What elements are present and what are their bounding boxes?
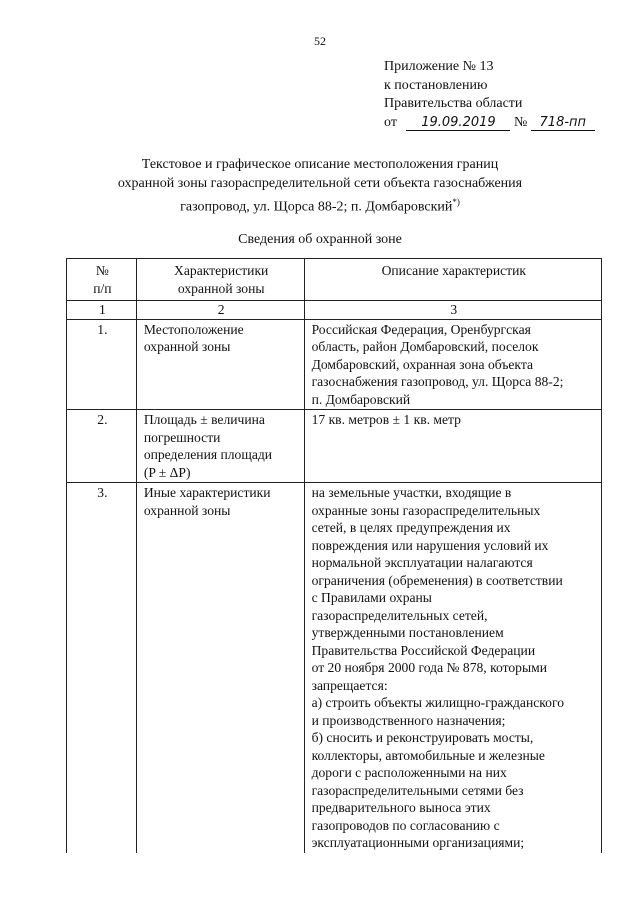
row-number: 3. — [67, 483, 137, 853]
appendix-line-2: к постановлению — [384, 77, 488, 93]
header-characteristic — [136, 259, 304, 301]
handwritten-date: 19.09.2019 — [406, 116, 510, 131]
header-number-line-2: п/п — [93, 280, 112, 296]
text-line: охранной зоны — [143, 502, 231, 518]
table-header-row — [67, 259, 602, 301]
text-line: на земельные участки, входящие в — [311, 485, 512, 500]
row-characteristic — [136, 319, 304, 410]
text-line: запрещается: — [311, 677, 388, 693]
text-line: Домбаровский, охранная зона объекта — [311, 356, 533, 372]
zone-info-table — [66, 258, 602, 853]
text-line: газопроводов по согласованию с — [311, 817, 500, 833]
text-line: Площадь ± величина — [143, 412, 265, 427]
row-description — [304, 483, 601, 853]
appendix-line-1: Приложение № 13 — [384, 59, 494, 74]
text-line: Российская Федерация, Оренбургская — [311, 321, 531, 337]
number-sign: № — [513, 114, 528, 130]
handwritten-number: 718-пп — [531, 116, 595, 131]
header-number — [67, 259, 137, 301]
text-line: с Правилами охраны — [311, 590, 432, 605]
page-number: 52 — [314, 34, 326, 48]
text-line: газоснабжения газопровод, ул. Щорса 88-2; — [311, 374, 564, 389]
text-line: определения площади — [143, 447, 273, 462]
row-description — [304, 319, 601, 410]
title-line-2: охранной зоны газораспределительной сети объекта газоснабжения — [117, 175, 523, 191]
text-line: сетей, в целях предупреждения их — [311, 520, 511, 535]
column-number-1: 1 — [67, 301, 137, 320]
row-characteristic — [136, 410, 304, 483]
text-line: Правительства Российской Федерации — [311, 642, 536, 658]
section-title: Сведения об охранной зоне — [238, 232, 402, 247]
text-line: 17 кв. метров ± 1 кв. метр — [311, 412, 461, 427]
text-line: повреждения или нарушения условий их — [311, 537, 549, 553]
column-number-row — [67, 301, 602, 320]
text-line: дороги с расположенными на них — [311, 765, 507, 780]
text-line: охранные зоны газораспределительных — [311, 502, 541, 518]
text-line: п. Домбаровский — [311, 391, 411, 407]
document-title — [60, 156, 580, 217]
text-line: газораспределительными сетями без — [311, 782, 524, 798]
text-line: ограничения (обременения) в соответствии — [311, 572, 563, 588]
row-characteristic — [136, 483, 304, 853]
appendix-line-3: Правительства области — [384, 96, 523, 111]
table-row — [67, 319, 602, 410]
header-characteristic-line-2: охранной зоны — [177, 280, 265, 296]
text-line: область, район Домбаровский, поселок — [311, 339, 539, 354]
row-number: 2. — [67, 410, 137, 483]
header-description: Описание характеристик — [304, 259, 601, 301]
date-prefix: от — [384, 114, 397, 130]
text-line: погрешности — [143, 429, 221, 445]
text-line: б) сносить и реконструировать мосты, — [311, 730, 534, 745]
title-line-3 — [60, 193, 580, 217]
text-line: от 20 ноября 2000 года № 878, которыми — [311, 660, 547, 675]
text-line: Местоположение — [143, 321, 244, 337]
table-row — [67, 410, 602, 483]
column-number-3: 3 — [304, 301, 601, 320]
text-line: и производственного назначения; — [311, 712, 506, 728]
column-number-2: 2 — [136, 301, 304, 320]
text-line: нормальной эксплуатации налагаются — [311, 555, 533, 570]
text-line: охранной зоны — [143, 339, 231, 354]
text-line: коллекторы, автомобильные и железные — [311, 747, 545, 763]
text-line: эксплуатационными организациями; — [311, 835, 525, 850]
text-line: а) строить объекты жилищно-гражданского — [311, 695, 565, 710]
appendix-block — [384, 58, 595, 132]
row-description — [304, 410, 601, 483]
footnote-mark: *) — [452, 197, 460, 207]
text-line: предварительного выноса этих — [311, 800, 491, 815]
text-line: Иные характеристики — [143, 485, 271, 500]
appendix-date-line — [384, 114, 595, 133]
header-number-line-1: № — [95, 263, 109, 278]
title-line-3-text: газопровод, ул. Щорса 88-2; п. Домбаровский — [180, 199, 453, 215]
text-line: газораспределительных сетей, — [311, 607, 488, 623]
text-line: (P ± ΔP) — [143, 464, 191, 480]
header-characteristic-line-1: Характеристики — [174, 263, 269, 278]
text-line: утвержденными постановлением — [311, 625, 504, 640]
title-line-1: Текстовое и графическое описание местоположения границ — [141, 157, 499, 172]
row-number: 1. — [67, 319, 137, 410]
table-row — [67, 483, 602, 853]
